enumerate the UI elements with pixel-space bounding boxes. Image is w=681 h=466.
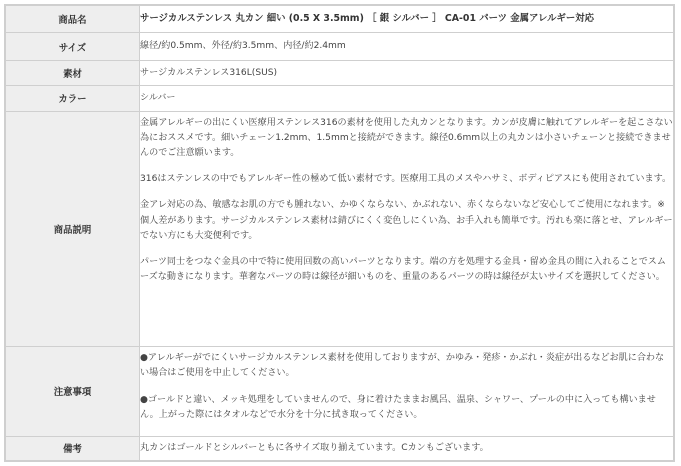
- description-paragraph: 金属アレルギーの出にくい医療用ステンレス316の素材を使用した丸カンとなります。カンが皮膚に触れてアレルギーを起こさない為におススメです。細いチェーン1.2mm、1.5mmと接続ができます。線径0.6mm以上の丸カンは小さいチェーンと接続できませんのでご注意願います。: [140, 117, 673, 159]
- label-color: カラー: [6, 86, 140, 111]
- description-paragraph: パーツ同士をつなぐ金具の中で特に使用回数の高いパーツとなります。端の方を処理する金具・留め金具の間に入れることでスムーズな動きになります。華奢なパーツの時は線径が細いものを、重量のあるパーツの時は線径が太いサイズを選択してください。: [140, 257, 666, 283]
- value-size: 線径/約0.5mm、外径/約3.5mm、内径/約2.4mm: [140, 33, 674, 60]
- label-size: サイズ: [6, 33, 140, 60]
- product-spec-sheet: [4, 4, 675, 462]
- row-size: [6, 33, 674, 60]
- row-color: [6, 86, 674, 111]
- row-remarks: [6, 436, 674, 460]
- product-spec-table: [5, 5, 674, 461]
- description-paragraph: 316はステンレスの中でもアレルギー性の極めて低い素材です。医療用工具のメスやハサミ、ボディピアスにも使用されています。: [140, 174, 672, 185]
- value-remarks: 丸カンはゴールドとシルバーともに各サイズ取り揃えています。Cカンもございます。: [140, 436, 674, 460]
- label-remarks: 備考: [6, 436, 140, 460]
- label-description: 商品説明: [6, 111, 140, 347]
- note-paragraph: ●アレルギーがでにくいサージカルステンレス素材を使用しておりますが、かゆみ・発疹・かぶれ・炎症が出るなどお肌に合わない場合はご使用を中止してください。: [140, 353, 665, 379]
- note-paragraph: ●ゴールドと違い、メッキ処理をしていませんので、身に着けたままお風呂、温泉、シャワー、プールの中に入っても構いません。上がった際にはタオルなどで水分を十分に拭き取ってください。: [140, 394, 656, 420]
- value-description: [140, 111, 674, 347]
- label-material: 素材: [6, 60, 140, 85]
- row-description: [6, 111, 674, 347]
- value-color: シルバー: [140, 86, 674, 111]
- value-notes: [140, 347, 674, 436]
- label-product-name: 商品名: [6, 6, 140, 33]
- row-product-name: [6, 6, 674, 33]
- label-notes: 注意事項: [6, 347, 140, 436]
- row-notes: [6, 347, 674, 436]
- description-paragraph: 金アレ対応の為、敏感なお肌の方でも腫れない、かゆくならない、かぶれない、赤くならないなど安心してご使用になれます。※個人差があります。サージカルステンレス素材は錆びにくく変色しにくい為、お手入れも簡単です。汚れも楽に落とせ、アレルギーでない方にも大変便利です。: [140, 200, 673, 241]
- row-material: [6, 60, 674, 85]
- value-product-name: サージカルステンレス 丸カン 細い (0.5 X 3.5mm) ［ 銀 シルバー ］ CA-01 パーツ 金属アレルギー対応: [140, 6, 674, 33]
- value-material: サージカルステンレス316L(SUS): [140, 60, 674, 85]
